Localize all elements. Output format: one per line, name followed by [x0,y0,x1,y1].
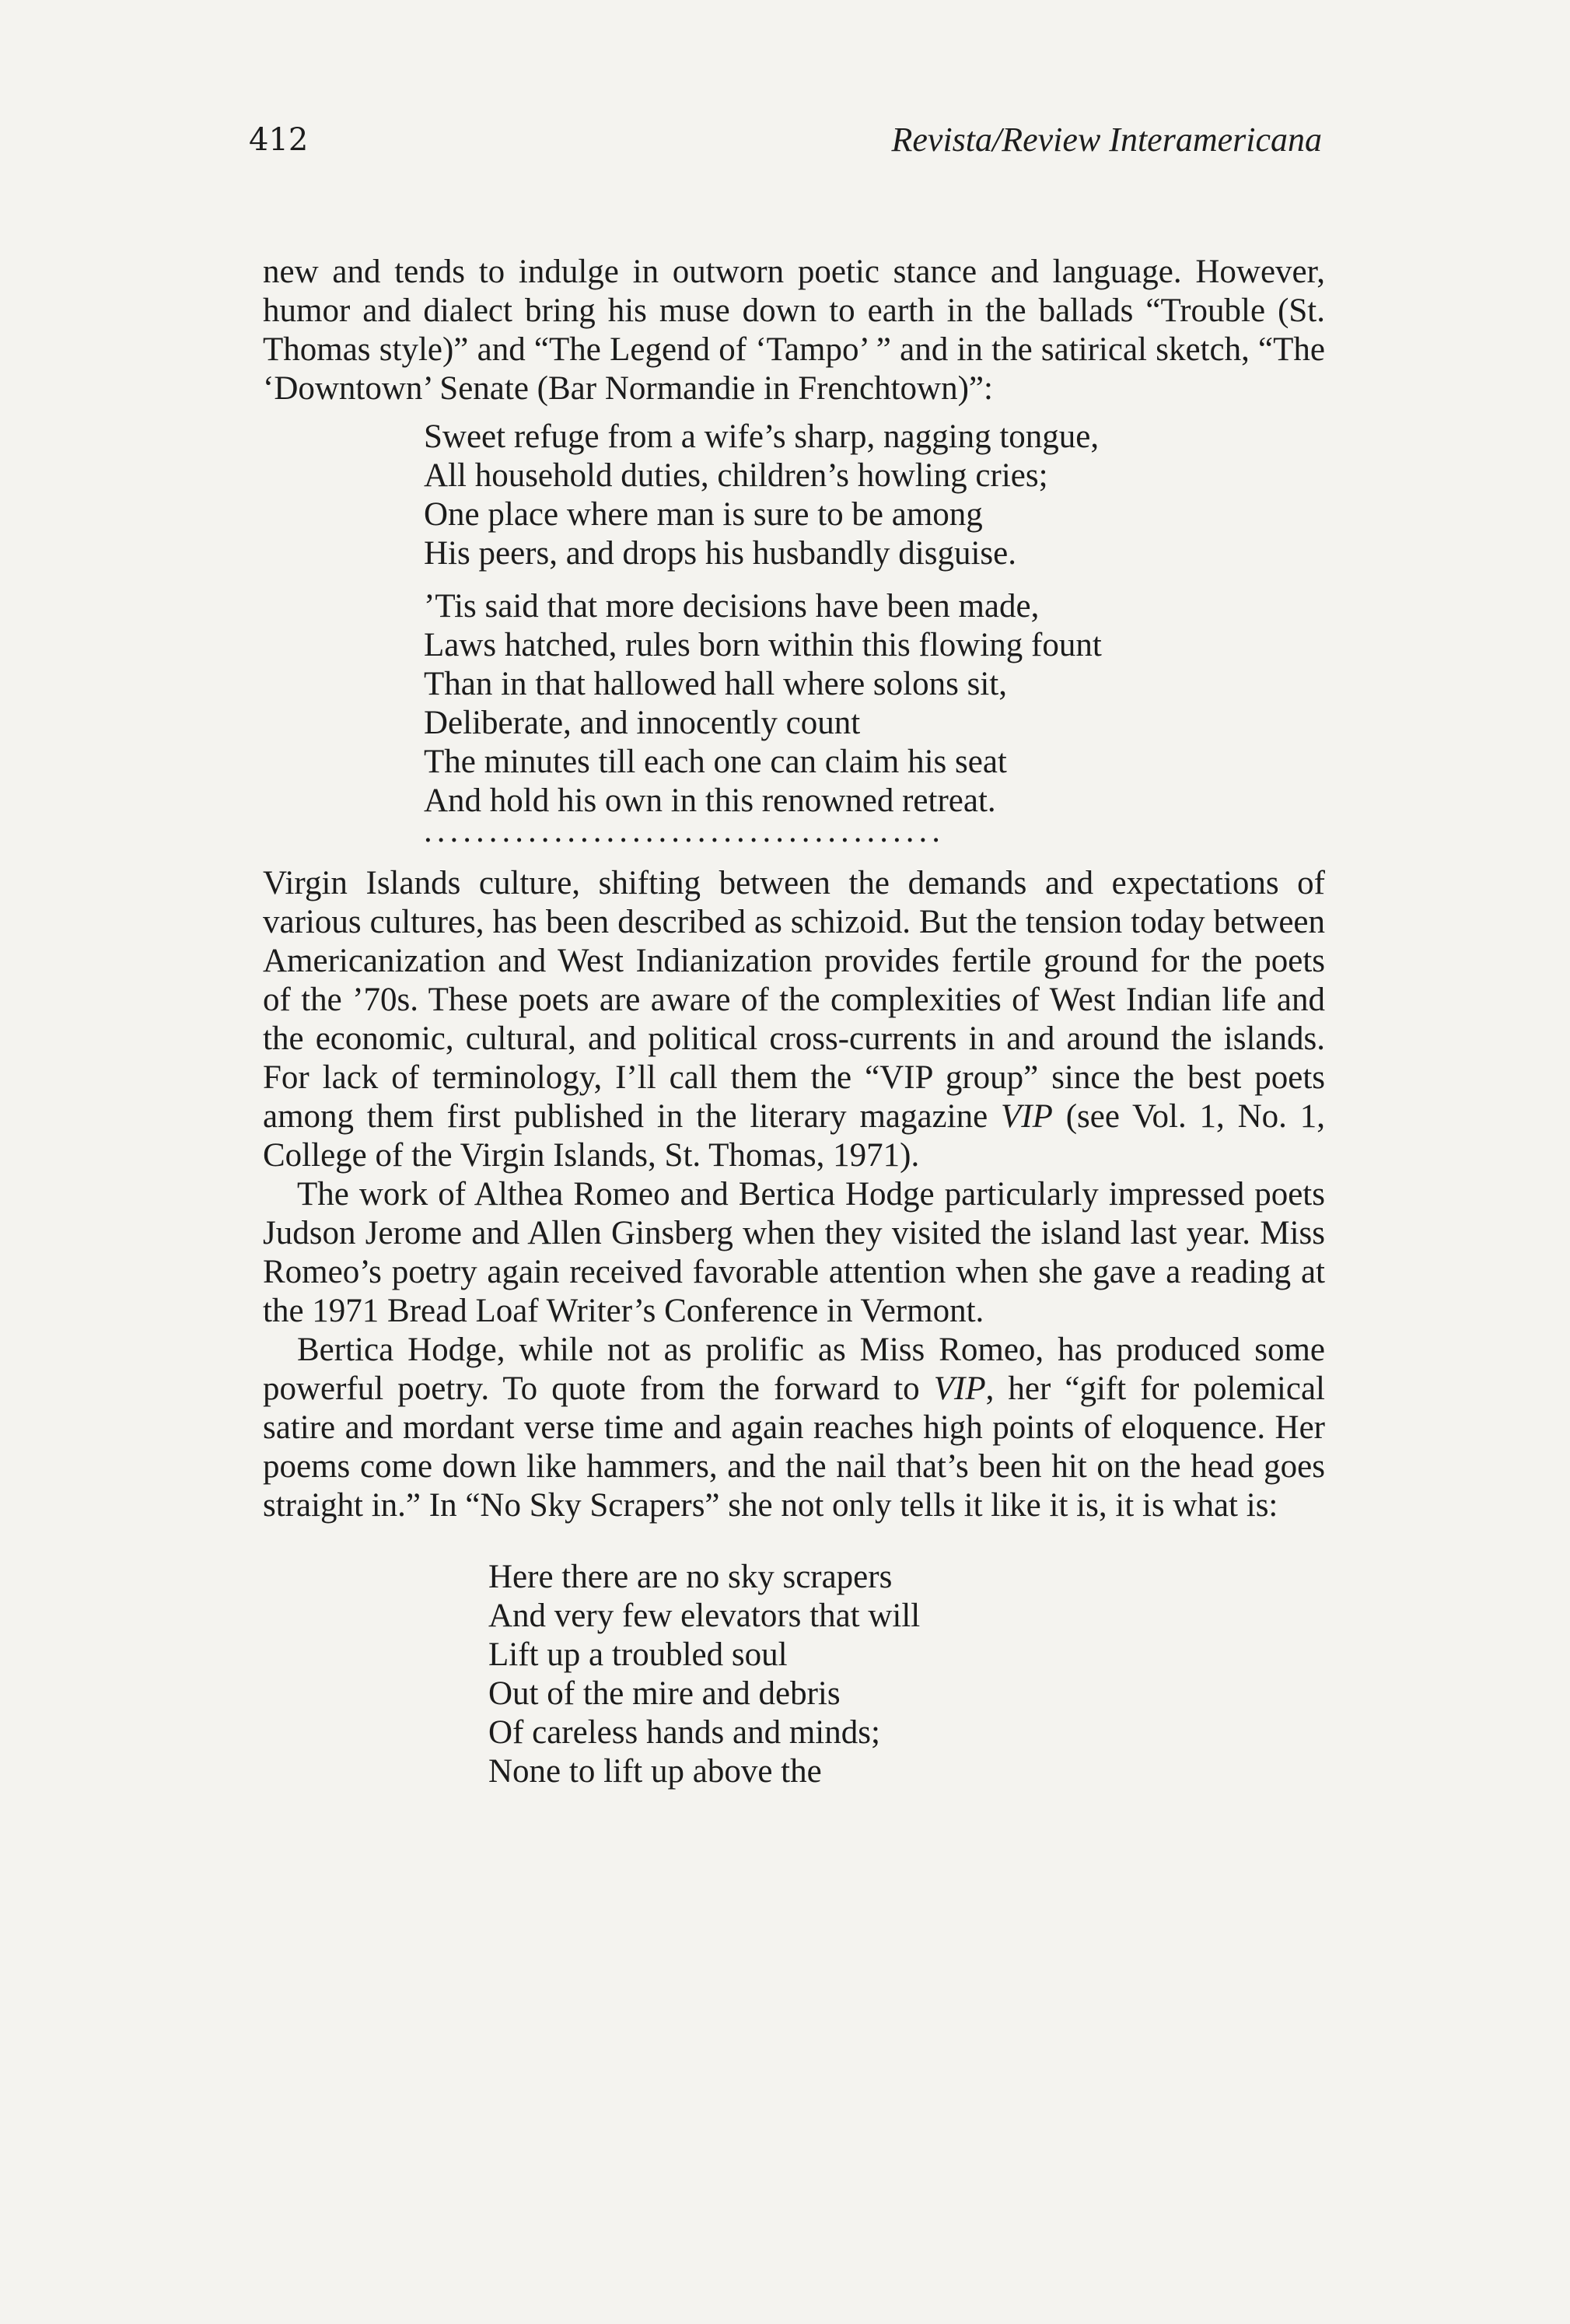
poem-line: Lift up a troubled soul [488,1636,788,1673]
poem-stanza-2 [424,587,1325,847]
magazine-title-vip: VIP [933,1370,986,1407]
body-text [263,253,1325,1791]
paragraph-4 [263,1331,1325,1525]
paragraph-2-text-a: Virgin Islands culture, shifting between the demands and expectations of various cultures, has been described as schizoid. But the tension today between Americanization and West Indianization provides fertile ground for the poets of the ’70s. These poets are aware of the complexities of West Indian life and the economic, cultural, and political cross-currents in and around the islands. For lack of terminology, I’ll call them the “VIP group” since the best poets among them first published in the literary magazine [263,865,1325,1135]
poem-stanza-1 [424,418,1325,573]
poem-line: Of careless hands and minds; [488,1714,880,1751]
running-head [249,117,1322,163]
paragraph-3: The work of Althea Romeo and Bertica Hodge particularly impressed poets Judson Jerome and Allen Ginsberg when they visited the island last year. Miss Romeo’s poetry again received favorable attention when she gave a reading at the 1971 Bread Loaf Writer’s Conference in Vermont. [263,1176,1325,1329]
poem-line: All household duties, children’s howling cries; [424,457,1048,494]
poem-line: Here there are no sky scrapers [488,1559,893,1595]
poem-no-sky-scrapers [488,1558,1325,1791]
page-number: 412 [249,122,309,158]
paragraph-4-text-b: , her “gift for polemical satire and mordant verse time and again reaches high points of eloquence. Her poems come down like hammers, and the nail that’s been hit on the head goes straight in.” In “No Sky Scrapers” she not only tells it like it is, it is what is: [263,1370,1325,1524]
poem-line: His peers, and drops his husbandly disguise. [424,535,1016,572]
poem-line: ’Tis said that more decisions have been made, [424,588,1040,625]
journal-title: Revista/Review Interamericana [891,121,1322,159]
poem-line: And very few elevators that will [488,1598,921,1634]
poem-line: Laws hatched, rules born within this flowing fount [424,627,1102,663]
poem-line: One place where man is sure to be among [424,496,983,533]
paragraph-2-text-b: (see Vol. 1, No. 1, College of the Virgin Islands, St. Thomas, 1971). [263,1098,1325,1174]
paragraph-4-text-a: Bertica Hodge, while not as prolific as Miss Romeo, has produced some powerful poetry. To quote from the forward to [263,1332,1325,1407]
poem-line: And hold his own in this renowned retreat. [424,782,996,819]
poem-line: Out of the mire and debris [488,1675,841,1712]
poem-line: The minutes till each one can claim his seat [424,744,1007,780]
poem-line: None to lift up above the [488,1753,822,1790]
poem-line: Deliberate, and innocently count [424,705,861,741]
paragraph-2 [263,864,1325,1175]
poem-line: Than in that hallowed hall where solons sit, [424,666,1007,702]
poem-line: Sweet refuge from a wife’s sharp, nagging tongue, [424,418,1100,455]
poem-downtown-senate [424,418,1325,847]
magazine-title-vip: VIP [1001,1098,1053,1135]
paragraph-1: new and tends to indulge in outworn poetic stance and language. However, humor and dialect bring his muse down to earth in the ballads “Trouble (St. Thomas style)” and “The Legend of ‘Tampo’ ” and in the satirical sketch, “The ‘Downtown’ Senate (Bar Normandie in Frenchtown)”: [263,254,1325,407]
ellipsis-line: ........................................ [424,813,945,849]
